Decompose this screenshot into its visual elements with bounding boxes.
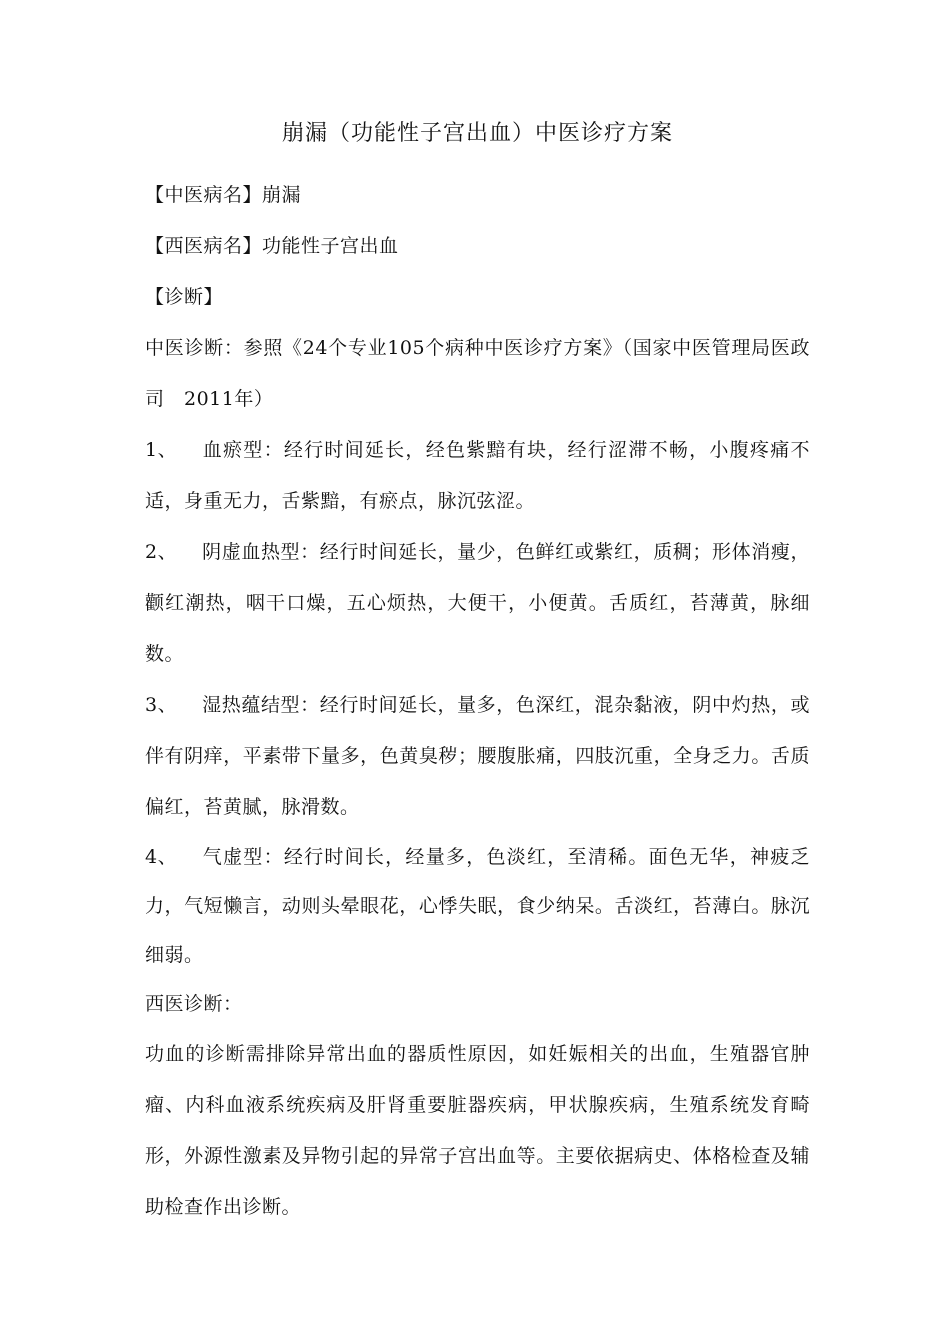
syndrome-text: 气虚型：经行时间长，经量多，色淡红，至清稀。面色无华，神疲乏力，气短懒言，动则头晕眼花，心悸失眠，食少纳呆。舌淡红，苔薄白。脉沉细弱。 (145, 846, 810, 966)
syndrome-text: 阴虚血热型：经行时间延长，量少，色鲜红或紫红，质稠；形体消瘦，颧红潮热，咽干口燥，五心烦热，大便干，小便黄。舌质红，苔薄黄，脉细数。 (145, 541, 810, 665)
syndrome-type-4 (145, 833, 810, 980)
syndrome-text: 血瘀型：经行时间延长，经色紫黯有块，经行涩滞不畅，小腹疼痛不适，身重无力，舌紫黯，有瘀点，脉沉弦涩。 (145, 439, 810, 512)
tcm-diagnosis-intro: 中医诊断：参照《24个专业105个病种中医诊疗方案》（国家中医管理局医政司 2011年） (145, 337, 810, 410)
syndrome-text: 湿热蕴结型：经行时间延长，量多，色深红，混杂黏液，阴中灼热，或伴有阴痒，平素带下量多，色黄臭秽；腰腹胀痛，四肢沉重，全身乏力。舌质偏红，苔黄腻，脉滑数。 (145, 694, 810, 818)
syndrome-type-3 (145, 680, 810, 833)
diagnosis-header: 【诊断】 (145, 286, 224, 308)
syndrome-number: 3、 (145, 694, 178, 716)
syndrome-number: 2、 (145, 541, 178, 563)
syndrome-number: 4、 (145, 846, 178, 868)
western-disease-name: 【西医病名】功能性子宫出血 (145, 235, 399, 257)
document-title: 崩漏（功能性子宫出血）中医诊疗方案 (281, 121, 673, 146)
syndrome-type-1 (145, 425, 810, 527)
western-diagnosis-label: 西医诊断： (145, 993, 243, 1015)
syndrome-type-2 (145, 527, 810, 680)
syndrome-number: 1、 (145, 439, 178, 461)
tcm-disease-name: 【中医病名】崩漏 (145, 184, 302, 206)
western-diagnosis-text: 功血的诊断需排除异常出血的器质性原因，如妊娠相关的出血，生殖器官肿瘤、内科血液系统疾病及肝肾重要脏器疾病，甲状腺疾病，生殖系统发育畸形，外源性激素及异物引起的异常子宫出血等。主要依据病史、体格检查及辅助检查作出诊断。 (145, 1043, 810, 1218)
